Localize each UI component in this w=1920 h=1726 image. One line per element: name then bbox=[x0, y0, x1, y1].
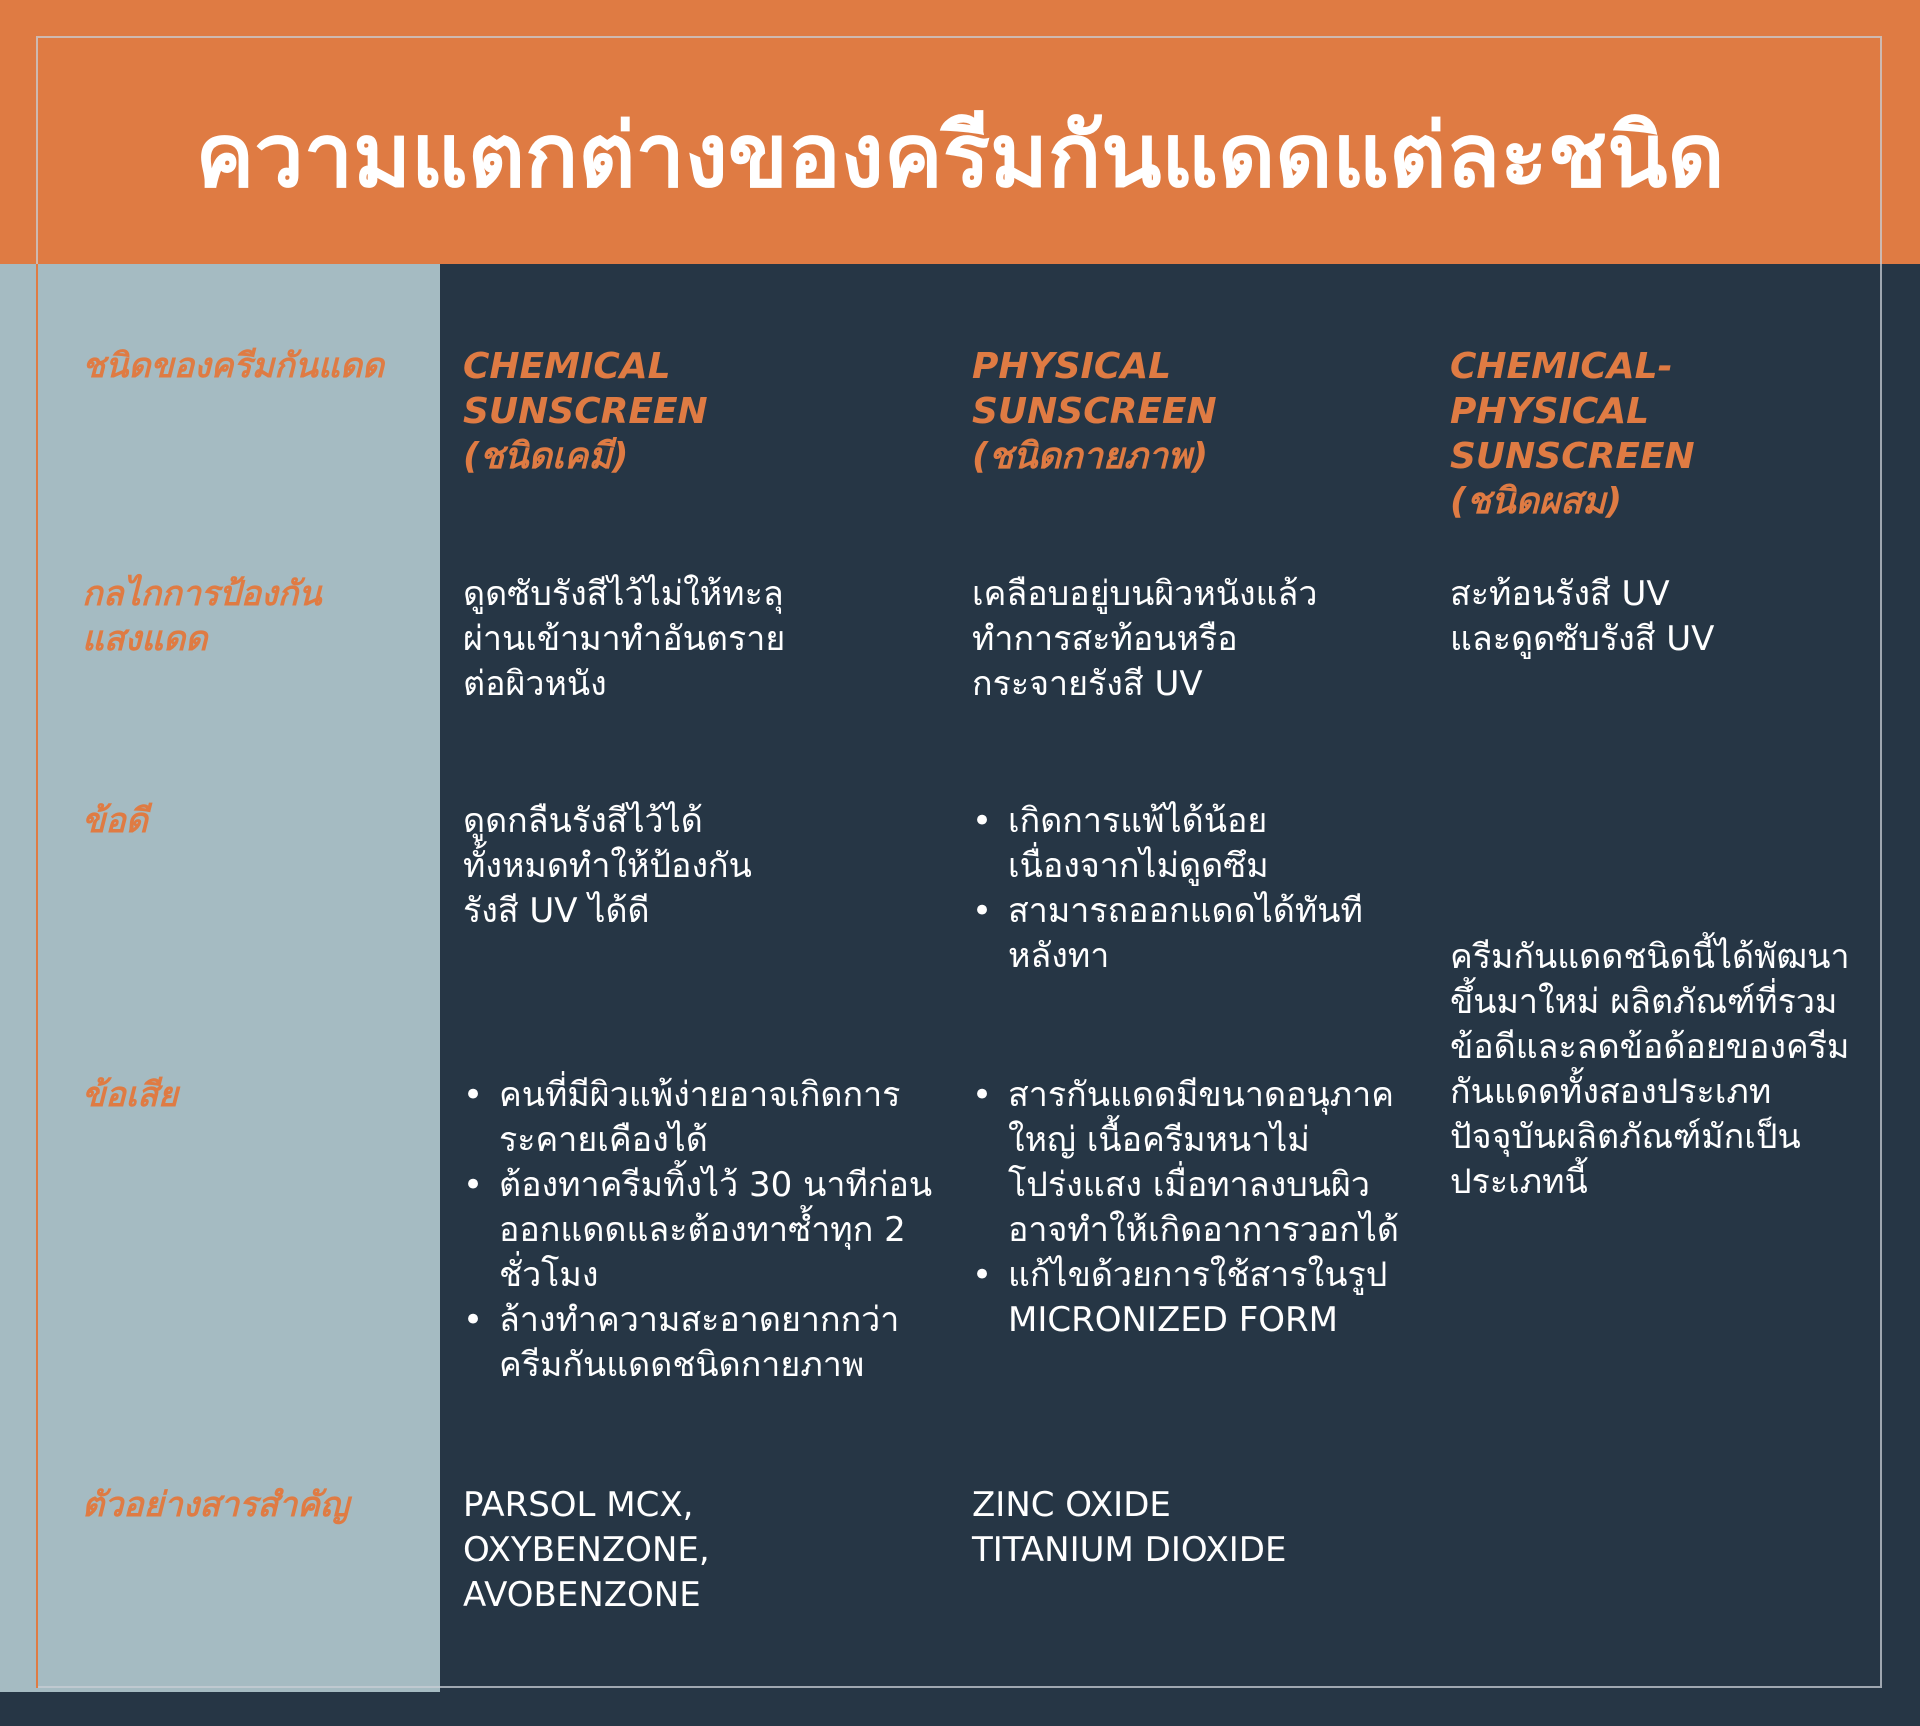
mixed-note: ครีมกันแดดชนิดนี้ได้พัฒนาขึ้นมาใหม่ ผลิตภัณฑ์ที่รวมข้อดีและลดข้อด้อยของครีมกันแดดทั้งสองประเภท ปัจจุบันผลิตภัณฑ์มักเป็นประเภทนี้ bbox=[1450, 937, 1850, 1202]
mixed-mechanism-line: และดูดซับรังสี UV bbox=[1450, 619, 1715, 659]
example-item: TITANIUM DIOXIDE bbox=[972, 1530, 1287, 1570]
example-item: PARSOL MCX, bbox=[463, 1485, 694, 1525]
physical-cons-list bbox=[972, 1073, 1412, 1343]
chemical-cons-list bbox=[463, 1073, 933, 1388]
chemical-mechanism: ดูดซับรังสีไว้ไม่ให้ทะลุผ่านเข้ามาทำอันตรายต่อผิวหนัง bbox=[463, 574, 786, 704]
column-header-mixed-name: CHEMICAL-PHYSICAL SUNSCREEN bbox=[1450, 346, 1695, 477]
frame-left-accent bbox=[36, 264, 38, 1688]
list-item: • คนที่มีผิวแพ้ง่ายอาจเกิดการระคายเคืองได้ bbox=[463, 1073, 933, 1163]
chemical-pros: ดูดกลืนรังสีไว้ได้ทั้งหมดทำให้ป้องกันรังสี UV ได้ดี bbox=[463, 801, 752, 931]
list-item: • แก้ไขด้วยการใช้สารในรูป MICRONIZED FORM bbox=[972, 1253, 1412, 1343]
column-header-physical bbox=[972, 344, 1272, 479]
row-label-type: ชนิดของครีมกันแดด bbox=[82, 346, 384, 386]
mixed-mechanism-line: สะท้อนรังสี UV bbox=[1450, 574, 1670, 614]
column-header-mixed-type: (ชนิดผสม) bbox=[1450, 481, 1623, 522]
list-item: • ล้างทำความสะอาดยากกว่าครีมกันแดดชนิดกายภาพ bbox=[463, 1298, 933, 1388]
row-label-examples: ตัวอย่างสารสำคัญ bbox=[82, 1485, 349, 1525]
chemical-cons bbox=[463, 1073, 933, 1388]
physical-pros bbox=[972, 799, 1372, 979]
list-item: • สามารถออกแดดได้ทันทีหลังทา bbox=[972, 889, 1372, 979]
column-header-mixed bbox=[1450, 344, 1850, 524]
mixed-mechanism bbox=[1450, 572, 1870, 662]
chemical-examples bbox=[463, 1483, 933, 1618]
list-item: • ต้องทาครีมทิ้งไว้ 30 นาทีก่อนออกแดดและต้องทาซ้ำทุก 2 ชั่วโมง bbox=[463, 1163, 933, 1298]
row-label-column bbox=[0, 264, 440, 1692]
page-title: ความแตกต่างของครีมกันแดดแต่ละชนิด bbox=[195, 104, 1725, 207]
row-label-pros: ข้อดี bbox=[82, 801, 148, 841]
list-item: • สารกันแดดมีขนาดอนุภาคใหญ่ เนื้อครีมหนาไม่โปร่งแสง เมื่อทาลงบนผิวอาจทำให้เกิดอาการวอกได้ bbox=[972, 1073, 1412, 1253]
example-item: ZINC OXIDE bbox=[972, 1485, 1171, 1525]
column-header-chemical-name: CHEMICAL SUNSCREEN bbox=[463, 346, 708, 432]
list-item: • เกิดการแพ้ได้น้อยเนื่องจากไม่ดูดซึม bbox=[972, 799, 1372, 889]
column-header-chemical bbox=[463, 344, 763, 479]
physical-pros-list bbox=[972, 799, 1372, 979]
column-header-physical-type: (ชนิดกายภาพ) bbox=[972, 436, 1209, 477]
physical-examples bbox=[972, 1483, 1422, 1573]
physical-mechanism: เคลือบอยู่บนผิวหนังแล้วทำการสะท้อนหรือกระจายรังสี UV bbox=[972, 574, 1318, 704]
example-item: AVOBENZONE bbox=[463, 1575, 701, 1615]
row-label-mechanism: กลไกการป้องกันแสงแดด bbox=[82, 574, 322, 659]
column-header-chemical-type: (ชนิดเคมี) bbox=[463, 436, 629, 477]
physical-cons bbox=[972, 1073, 1412, 1343]
row-label-cons: ข้อเสีย bbox=[82, 1075, 178, 1115]
example-item: OXYBENZONE, bbox=[463, 1530, 710, 1570]
column-header-physical-name: PHYSICAL SUNSCREEN bbox=[972, 346, 1217, 432]
bottom-band bbox=[0, 1692, 1920, 1726]
